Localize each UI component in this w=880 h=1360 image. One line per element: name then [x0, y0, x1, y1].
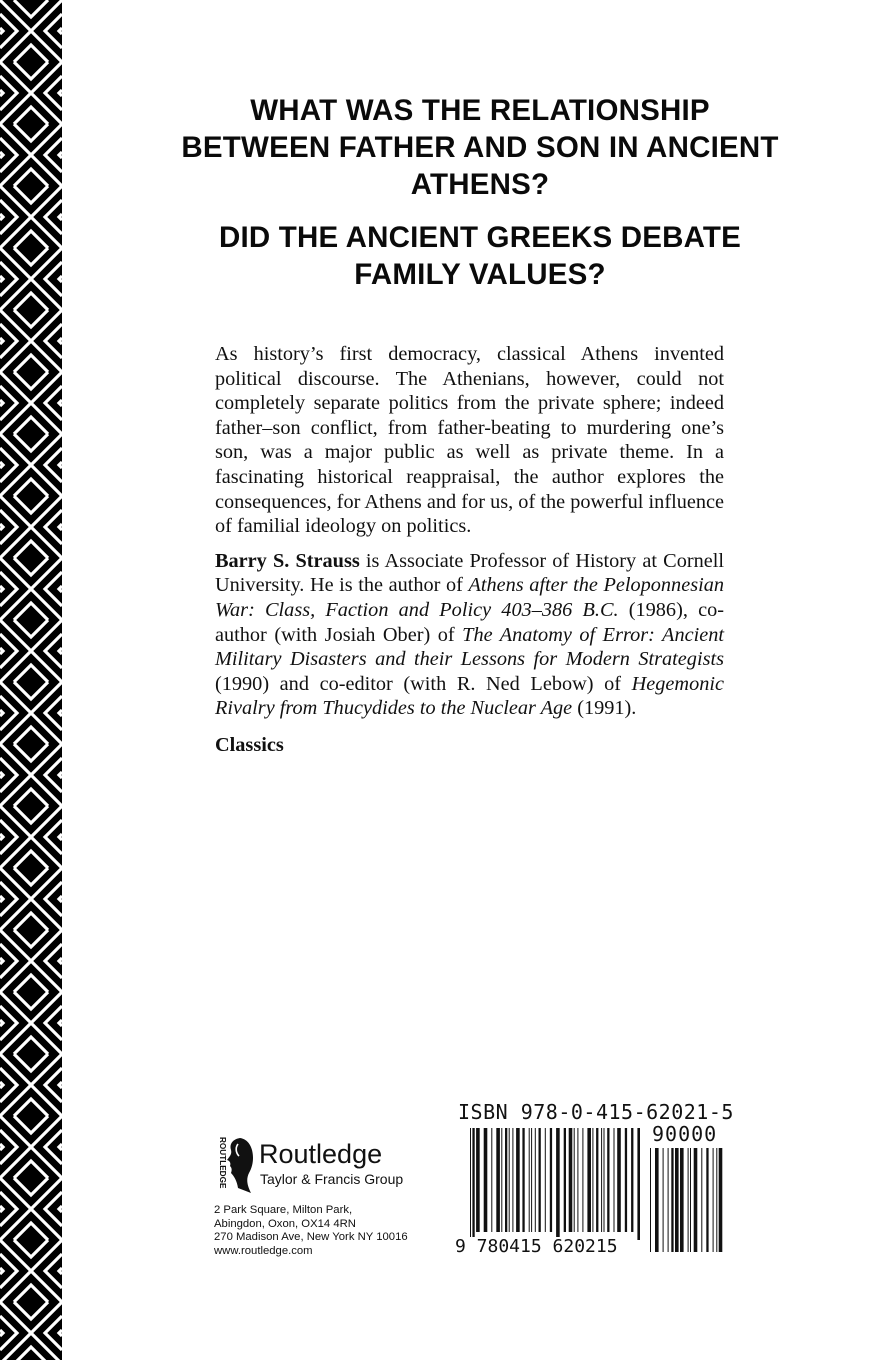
- address-line: 2 Park Square, Milton Park,: [214, 1204, 353, 1216]
- barcode-bar: [625, 1128, 627, 1232]
- barcode-bar: [650, 1148, 651, 1252]
- logo-vertical-text: ROUTLEDGE: [218, 1137, 227, 1189]
- barcode-bar: [484, 1128, 488, 1232]
- barcode-bar: [472, 1128, 474, 1240]
- barcode-bar: [545, 1128, 546, 1232]
- publisher-group: Taylor & Francis Group: [260, 1171, 404, 1187]
- barcode-bar: [668, 1148, 669, 1252]
- heading-question-2: DID THE ANCIENT GREEKS DEBATE FAMILY VALUES?: [218, 221, 742, 291]
- barcode-bar: [569, 1128, 573, 1232]
- barcode-bar: [476, 1128, 480, 1232]
- barcode-bar: [577, 1128, 578, 1232]
- barcode-bar: [529, 1128, 530, 1232]
- barcode-bar: [574, 1128, 575, 1232]
- publisher-address: [214, 1204, 444, 1258]
- category-label: Classics: [215, 733, 284, 756]
- barcode-bar: [592, 1128, 593, 1232]
- publisher-website: www.routledge.com: [214, 1244, 313, 1257]
- ean-barcode-bars: [470, 1128, 640, 1240]
- bio-text-4: (1991).: [572, 697, 637, 720]
- barcode-bar: [713, 1148, 714, 1252]
- barcode-bar: [675, 1148, 679, 1252]
- isbn-label: ISBN 978-0-415-62021-5: [458, 1100, 734, 1124]
- barcode-bar: [522, 1128, 524, 1232]
- geometric-border-strip: [0, 0, 62, 1360]
- barcode-bar: [564, 1128, 566, 1232]
- barcode-bar: [716, 1148, 717, 1252]
- author-bio-paragraph: [215, 549, 724, 721]
- barcode-bar: [617, 1128, 621, 1232]
- address-line: Abingdon, Oxon, OX14 4RN: [214, 1217, 356, 1230]
- barcode-bar: [706, 1148, 708, 1252]
- heading-question-1: WHAT WAS THE RELATIONSHIP BETWEEN FATHER AND SON IN ANCIENT ATHENS?: [181, 94, 779, 201]
- barcode-bar: [671, 1148, 673, 1252]
- barcode-bar: [655, 1148, 659, 1252]
- address-line: 270 Madison Ave, New York NY 10016: [214, 1231, 408, 1243]
- price-addon-bars: [650, 1148, 722, 1252]
- blurb-content: [215, 342, 724, 758]
- barcode-bar: [516, 1128, 520, 1232]
- publisher-name: Routledge: [259, 1139, 383, 1169]
- barcode-bar: [496, 1128, 500, 1232]
- barcode-bar: [663, 1148, 664, 1252]
- book-title-1: Athens after the Peloponnesian War: Class, Faction and Policy 403–386 B.C.: [215, 574, 724, 621]
- barcode-bar: [604, 1128, 605, 1232]
- barcode-bar: [596, 1128, 598, 1232]
- barcode-bar: [701, 1148, 702, 1252]
- barcode-bar: [680, 1148, 684, 1252]
- barcode-bar: [470, 1128, 471, 1240]
- bio-text-1: is Associate Professor of History at Cornell University. He is the author of: [215, 549, 724, 597]
- barcode-bar: [539, 1128, 541, 1232]
- barcode-bar: [512, 1128, 513, 1232]
- barcode-bar: [505, 1128, 507, 1232]
- book-title-3: Hegemonic Rivalry from Thucydides to the Nuclear Age: [215, 672, 724, 720]
- geometric-pattern: [0, 0, 62, 1360]
- barcode-bar: [694, 1148, 698, 1252]
- price-code: 90000: [652, 1122, 718, 1146]
- barcode-bar: [614, 1128, 615, 1232]
- barcode-bar: [688, 1148, 689, 1252]
- barcode-bar: [587, 1128, 591, 1232]
- barcode-bar: [501, 1128, 502, 1232]
- book-title-2: The Anatomy of Error: Ancient Military Disasters and their Lessons for Modern Strategists: [215, 623, 724, 671]
- barcode-bar: [601, 1128, 602, 1232]
- author-name: Barry S. Strauss: [215, 549, 360, 572]
- barcode-bar: [582, 1128, 583, 1232]
- barcode-bar: [637, 1128, 640, 1240]
- barcode-bar: [719, 1148, 723, 1252]
- barcode-bar: [531, 1128, 532, 1232]
- barcode-bar: [556, 1128, 560, 1240]
- barcode-bar: [491, 1128, 492, 1232]
- barcode-bar: [631, 1128, 633, 1232]
- cover-headings: [180, 92, 780, 293]
- barcode-bar: [690, 1148, 691, 1252]
- barcode-bar: [607, 1128, 609, 1232]
- barcode-bar: [550, 1128, 552, 1232]
- bio-text-3: (1990) and co-editor (with R. Ned Lebow) of: [215, 672, 632, 695]
- routledge-logo-icon: [212, 1136, 256, 1196]
- barcode-digits: 9 780415 620215: [455, 1236, 618, 1257]
- description-paragraph: As history’s first democracy, classical Athens invented political discourse. The Athenians, however, could not completely separate politics from the private sphere; indeed father–son conflict, from father-beating to murdering one’s son, was a major public as well as private theme. In a fascinating historical reappraisal, the author explores the consequences, for Athens and for us, of the powerful influence of familial ideology on politics.: [215, 343, 724, 538]
- barcode-bar: [509, 1128, 510, 1232]
- barcode-bar: [535, 1128, 536, 1232]
- bio-text-2: (1986), co-author (with Josiah Ober) of: [215, 598, 724, 646]
